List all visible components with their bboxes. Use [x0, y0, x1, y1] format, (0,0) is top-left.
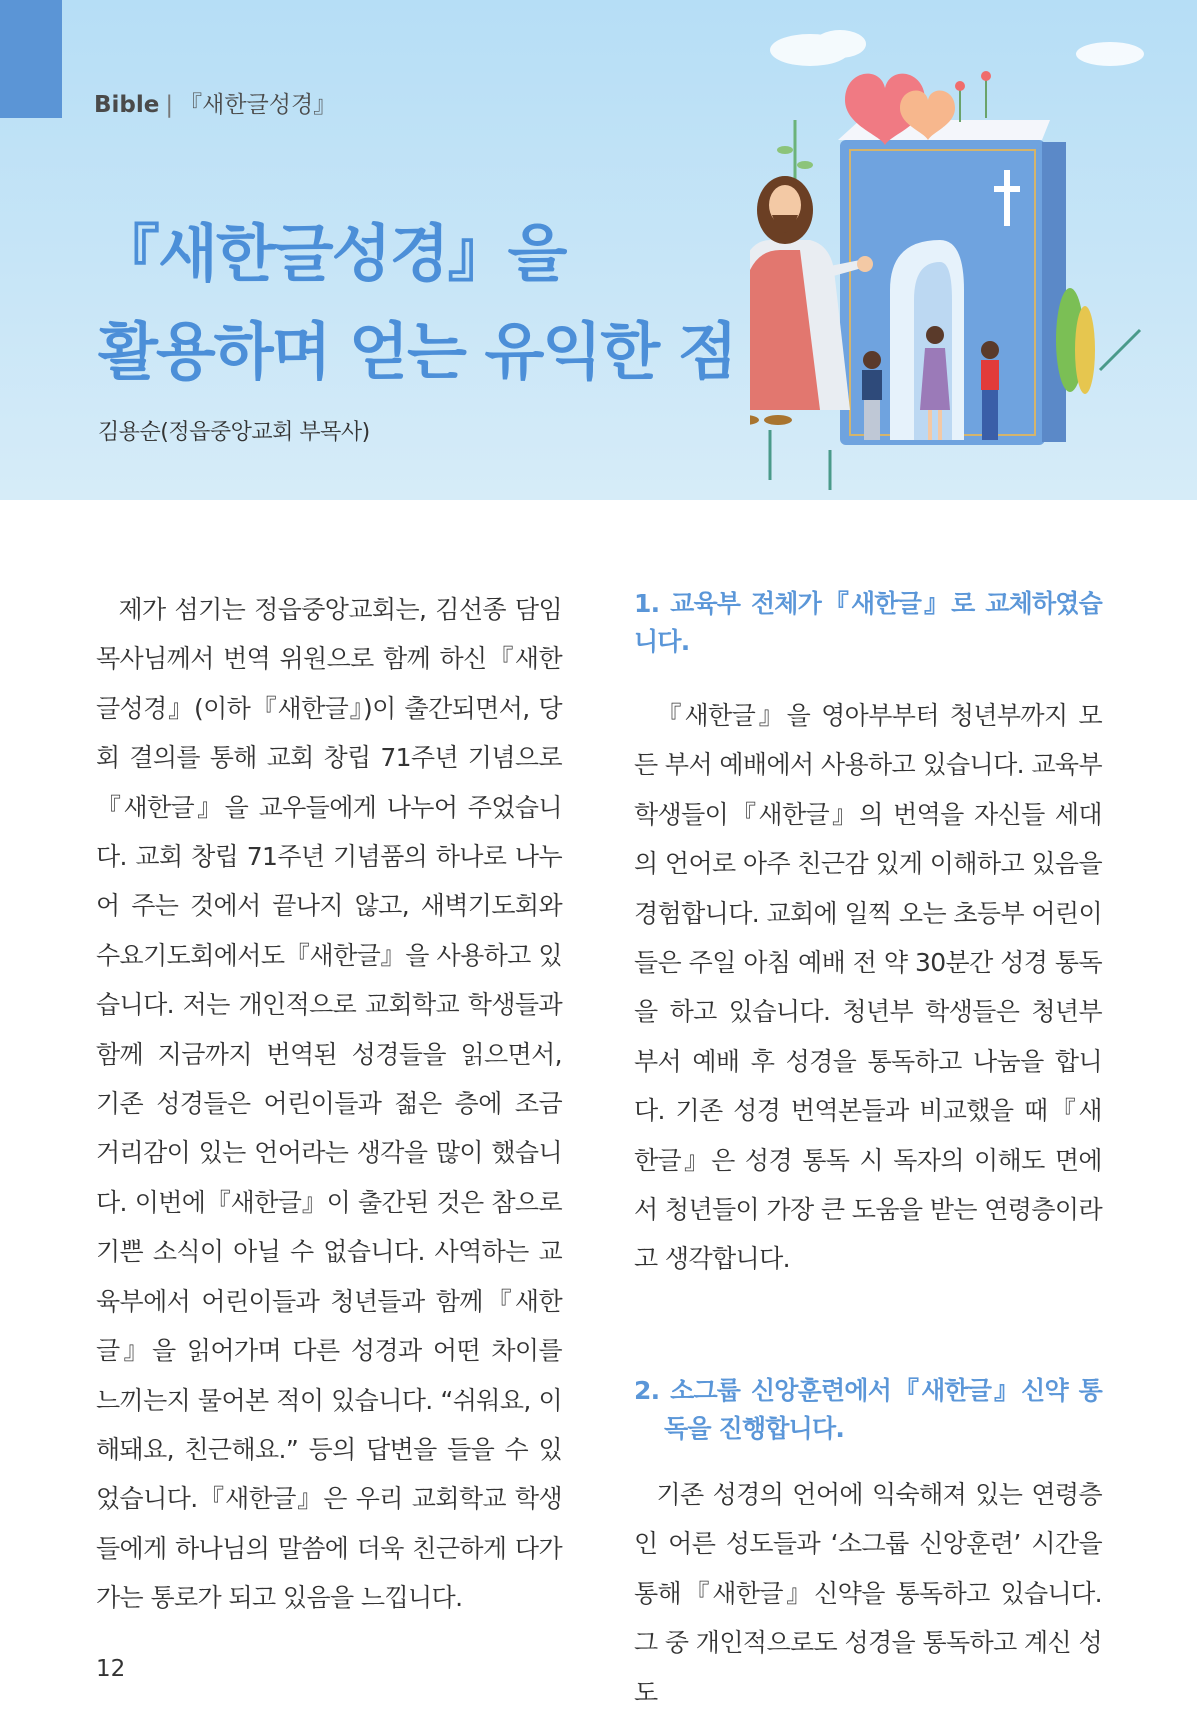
bible-illustration	[750, 30, 1190, 500]
section-label-separator: |	[165, 92, 174, 118]
section-tab-marker	[0, 0, 62, 118]
article-title-line2: 활용하며 얻는 유익한 점	[98, 315, 736, 388]
body-paragraph-2: 기존 성경의 언어에 익숙해져 있는 연령층인 어른 성도들과 ‘소그룹 신앙훈련’ 시간을 통해『새한글』신약을 통독하고 있습니다. 그 중 개인적으로도 성경을 통독하고 계신 성도	[634, 1479, 1102, 1707]
article-title	[98, 205, 736, 401]
section-heading-1: 1. 교육부 전체가『새한글』로 교체하였습니다.	[634, 589, 1102, 656]
cloud-icon	[770, 30, 1144, 66]
header-banner	[0, 0, 1197, 500]
right-column	[634, 585, 1102, 1717]
body-paragraph: 제가 섬기는 정읍중앙교회는, 김선종 담임 목사님께서 번역 위원으로 함께 하신『새한글성경』(이하『새한글』)이 출간되면서, 당회 결의를 통해 교회 창립 71주년 기념으로『새한글』을 교우들에게 나누어 주었습니다. 교회 창립 71주년 기념품의 하나로 나누어 주는 것에서 끝나지 않고, 새벽기도회와 수요기도회에서도『새한글』을 사용하고 있습니다. 저는 개인적으로 교회학교 학생들과 함께 지금까지 번역된 성경들을 읽으면서, 기존 성경들은 어린이들과 젊은 층에 조금 거리감이 있는 언어라는 생각을 많이 했습니다. 이번에『새한글』이 출간된 것은 참으로 기쁜 소식이 아닐 수 없습니다. 사역하는 교육부에서 어린이들과 청년들과 함께『새한글』을 읽어가며 다른 성경과 어떤 차이를 느끼는지 물어본 적이 있습니다. “쉬워요, 이해돼요, 친근해요.” 등의 답변을 들을 수 있었습니다.『새한글』은 우리 교회학교 학생들에게 하나님의 말씀에 더욱 친근하게 다가가는 통로가 되고 있음을 느낍니다.	[96, 595, 562, 1613]
section-label	[94, 86, 336, 119]
page-number: 12	[96, 1656, 126, 1682]
section-label-en: Bible	[94, 92, 160, 118]
section-label-ko: 『새한글성경』	[179, 92, 337, 118]
section-heading-2: 2. 소그룹 신앙훈련에서『새한글』신약 통독을 진행합니다.	[634, 1375, 1102, 1443]
left-column	[96, 585, 562, 1623]
article-title-line1: 『새한글성경』을	[98, 217, 566, 290]
flower-icon	[955, 71, 991, 122]
body-paragraph-1: 『새한글』을 영아부부터 청년부까지 모든 부서 예배에서 사용하고 있습니다. 교육부 학생들이『새한글』의 번역을 자신들 세대의 언어로 아주 친근감 있게 이해하고 있음을 경험합니다. 교회에 일찍 오는 초등부 어린이들은 주일 아침 예배 전 약 30분간 성경 통독을 하고 있습니다. 청년부 학생들은 청년부 부서 예배 후 성경을 통독하고 나눔을 합니다. 기존 성경 번역본들과 비교했을 때『새한글』은 성경 통독 시 독자의 이해도 면에서 청년들이 가장 큰 도움을 받는 연령층이라고 생각합니다.	[634, 701, 1102, 1274]
author-byline: 김용순(정읍중앙교회 부목사)	[98, 420, 370, 445]
